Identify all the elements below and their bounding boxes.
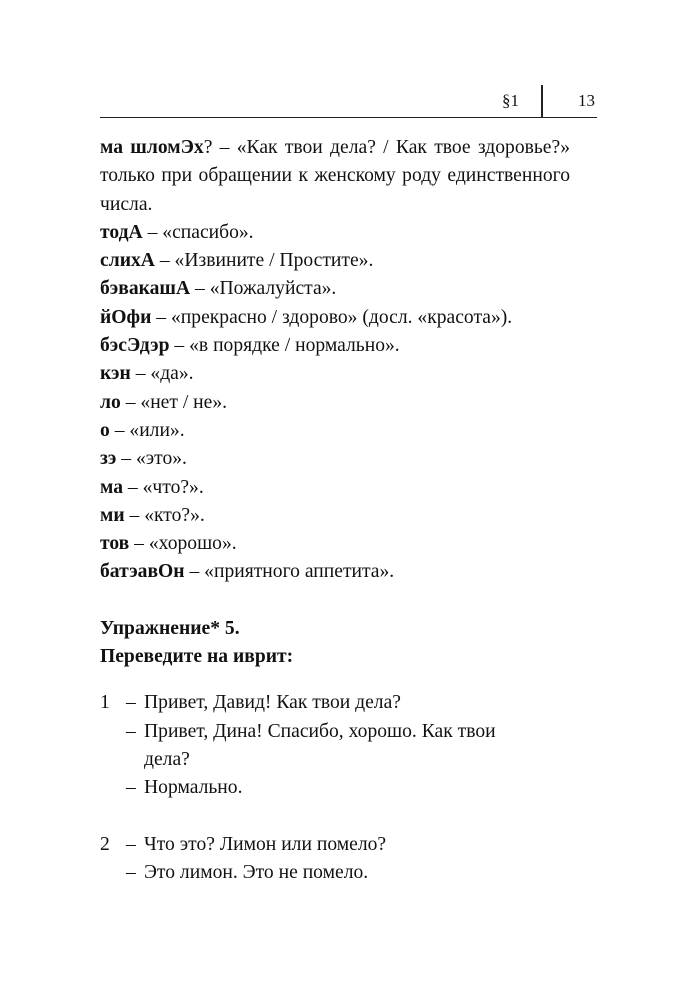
dialogue-line — [126, 689, 570, 717]
vocabulary-term: ло — [100, 391, 121, 413]
vocabulary-definition: – «что?». — [123, 476, 204, 498]
dialogue-lines — [126, 831, 570, 888]
vocabulary-term: йОфи — [100, 306, 152, 328]
vocabulary-definition: – «это». — [116, 448, 187, 470]
exercise-instruction: Переведите на иврит: — [100, 646, 294, 668]
vocabulary-definition: – «хорошо». — [129, 533, 237, 555]
header-divider — [541, 85, 543, 118]
exercise-title: Упражнение* 5. — [100, 617, 240, 639]
vocabulary-term: бэвакашА — [100, 278, 191, 300]
dialogue-dash: – — [126, 833, 136, 855]
vocabulary-definition: – «Пожалуйста». — [190, 278, 337, 300]
vocabulary-term: батэавОн — [100, 561, 185, 583]
vocabulary-item — [100, 389, 570, 417]
vocabulary-definition: – «кто?». — [124, 504, 205, 526]
vocabulary-term: тодА — [100, 221, 143, 243]
vocabulary-item — [100, 247, 570, 275]
dialogue-lines — [126, 689, 570, 802]
dialogue-text: Привет, Давид! Как твои дела? — [144, 692, 401, 714]
intro-paragraph — [100, 134, 570, 219]
vocabulary-definition: – «спасибо». — [142, 221, 254, 243]
vocabulary-term: слихА — [100, 250, 155, 272]
vocabulary-item — [100, 275, 570, 303]
vocabulary-term: бэсЭдэр — [100, 335, 170, 357]
vocabulary-item — [100, 558, 570, 586]
vocabulary-item — [100, 332, 570, 360]
vocabulary-item — [100, 502, 570, 530]
vocabulary-definition: – «нет / не». — [120, 391, 228, 413]
vocabulary-definition: – «Извините / Простите». — [154, 250, 374, 272]
vocabulary-definition: – «прекрасно / здорово» (досл. «красота»). — [151, 306, 513, 328]
dialogue-dash: – — [126, 720, 136, 742]
dialogue-line — [126, 831, 570, 859]
vocabulary-item — [100, 530, 570, 558]
vocabulary-definition: – «в порядке / нормально». — [169, 335, 400, 357]
exercise-item-number: 2 — [100, 833, 110, 855]
vocabulary-item — [100, 219, 570, 247]
vocabulary-term: зэ — [100, 448, 117, 470]
vocabulary-item — [100, 304, 570, 332]
section-mark: §1 — [502, 91, 519, 110]
dialogue-text: Что это? Лимон или помело? — [144, 833, 387, 855]
exercise-heading — [100, 615, 570, 672]
vocabulary-term: ма — [100, 476, 124, 498]
vocabulary-term: ми — [100, 504, 125, 526]
dialogue-text: Привет, Дина! Спасибо, хорошо. Как твои дела? — [144, 720, 496, 770]
vocabulary-term: тов — [100, 533, 130, 555]
vocabulary-term: кэн — [100, 363, 131, 385]
dialogue-line — [126, 859, 570, 887]
page-content — [100, 134, 570, 915]
intro-term: ма шломЭх — [100, 137, 204, 158]
vocabulary-term: о — [100, 419, 110, 441]
vocabulary-definition: – «или». — [109, 419, 185, 441]
dialogue-dash: – — [126, 692, 136, 714]
vocabulary-list — [100, 219, 570, 587]
vocabulary-definition: – «да». — [130, 363, 194, 385]
exercise-item — [100, 689, 570, 802]
dialogue-text: Это лимон. Это не помело. — [144, 861, 369, 883]
intro-text: ? – «Как твои дела? / Как твое здоровье?» только при обращении к женскому роду единственного числа. — [100, 137, 570, 215]
dialogue-line — [126, 774, 570, 802]
vocabulary-definition: – «приятного аппетита». — [184, 561, 395, 583]
dialogue-dash: – — [126, 861, 136, 883]
dialogue-line — [126, 718, 570, 775]
vocabulary-item — [100, 474, 570, 502]
dialogue-text: Нормально. — [144, 777, 243, 799]
dialogue-dash: – — [126, 777, 136, 799]
page-number: 13 — [578, 91, 595, 110]
exercise-item — [100, 831, 570, 888]
vocabulary-item — [100, 417, 570, 445]
vocabulary-item — [100, 360, 570, 388]
exercise-item-number: 1 — [100, 692, 110, 714]
exercise-items — [100, 689, 570, 887]
page-header — [100, 83, 597, 118]
vocabulary-item — [100, 445, 570, 473]
